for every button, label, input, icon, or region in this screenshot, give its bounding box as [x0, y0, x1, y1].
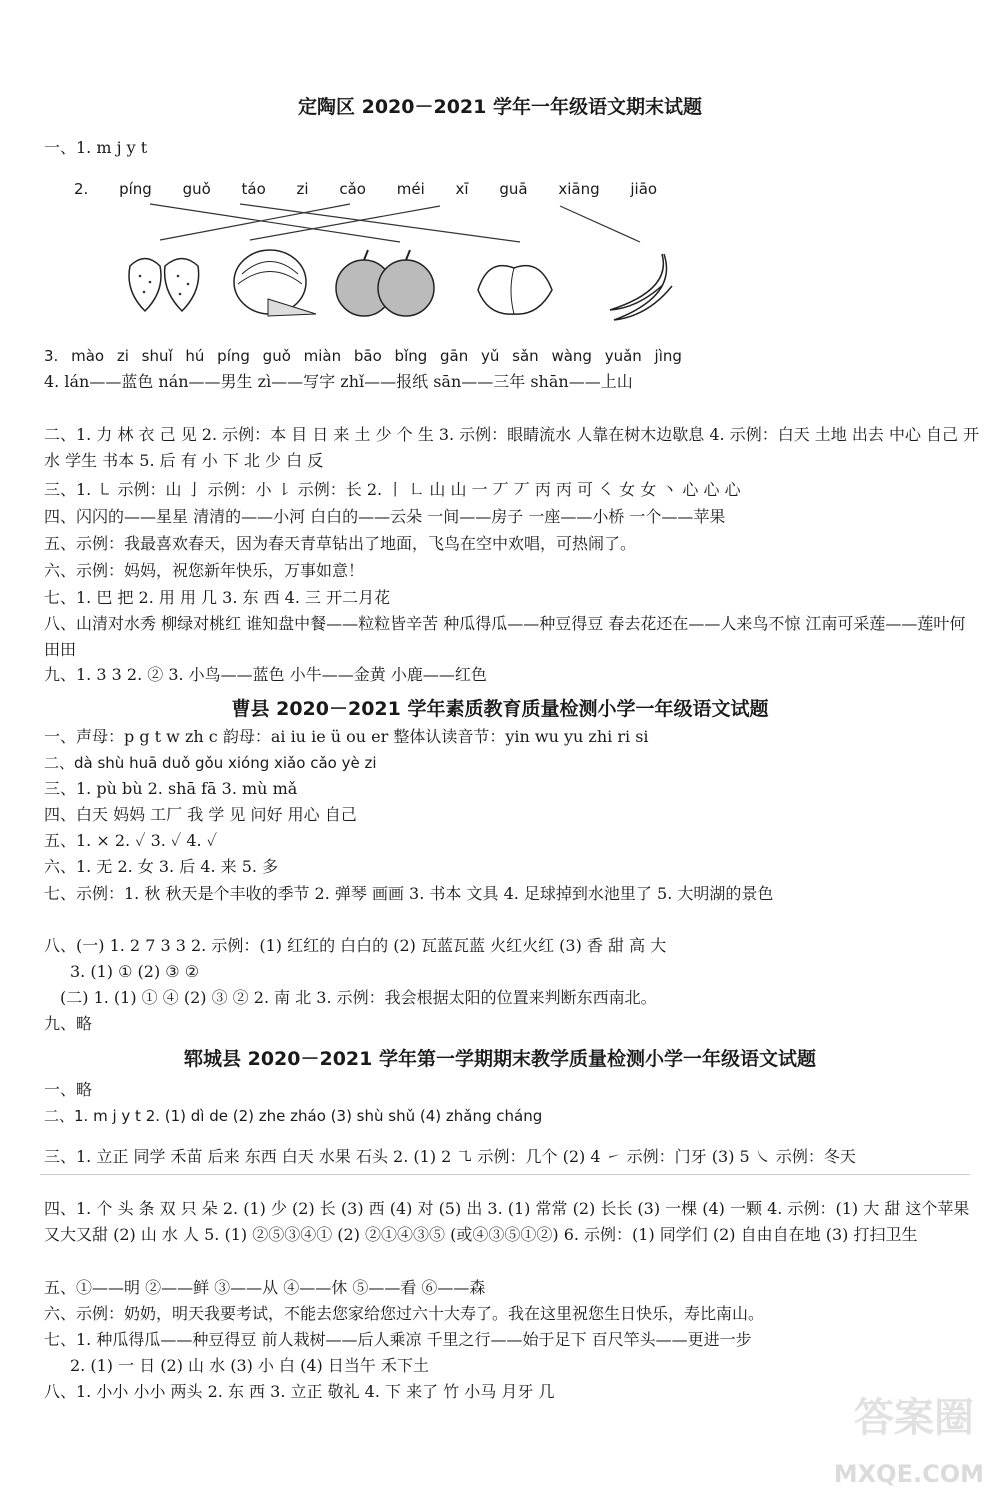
answer-line: 二、dà shù huā duǒ gǒu xióng xiǎo cǎo yè zi [44, 754, 377, 772]
answer-line: 一、略 [44, 1080, 93, 1099]
answer-line: 3. (1) ① (2) ③ ② [70, 962, 200, 981]
answer-line: 五、1. × 2. ✓ 3. ✓ 4. ✓ [44, 831, 218, 850]
answer-line: 四、白天 妈妈 工厂 我 学 见 问好 用心 自己 [44, 805, 357, 824]
section-title-3: 郓城县 2020－2021 学年第一学期期末教学质量检测小学一年级语文试题 [184, 1048, 816, 1070]
watermelon-icon [228, 244, 320, 318]
answer-line: 2. píng guǒ táo zi cǎo méi xī guā xiāng jiāo [74, 180, 658, 198]
answer-line: 四、1. 个 头 条 双 只 朵 2. (1) 少 (2) 长 (3) 西 (4) 对 (5) 出 3. (1) 常常 (2) 长长 (3) 一棵 (4) 一颗 4. 示例：(1) 大 甜 这个苹果又大又甜 (2) 山 水 人 5. (1) ②⑤③④① (2) ②①④③⑤ (或④③⑤①②) 6. 示例：(1) 同学们 (2) 自由自在地 (3) 打扫卫生 [44, 1199, 970, 1244]
watermark-logo [818, 1382, 988, 1492]
divider [40, 1174, 970, 1175]
answer-line: 2. (1) 一 日 (2) 山 水 (3) 小 白 (4) 日当午 禾下土 [70, 1356, 429, 1375]
answer-line: 一、1. m j y t [44, 138, 148, 157]
answer-line: 3. mào zi shuǐ hú píng guǒ miàn bāo bǐng gān yǔ sǎn wàng yuǎn jìng [44, 347, 682, 365]
answer-line: 三、1. 立正 同学 禾苗 后来 东西 白天 水果 石头 2. (1) 2 ㇈ 示例：几个 (2) 4 ㇀ 示例：门牙 (3) 5 ㇏ 示例：冬天 [44, 1147, 856, 1166]
peach-icon [468, 250, 562, 320]
answer-line: 八、山清对水秀 柳绿对桃红 谁知盘中餐——粒粒皆辛苦 种瓜得瓜——种豆得豆 春去花还在——人来鸟不惊 江南可采莲——莲叶何田田 [44, 614, 966, 659]
answer-line: 三、1. pù bù 2. shā fā 3. mù mǎ [44, 779, 298, 798]
answer-line: 三、1. ㇄ 示例：山 亅 示例：小 ㇙ 示例：长 2. 丨 ㇗ 山 山 一 丆 丆 丙 丙 可 ㇛ 女 女 丶 心 心 心 [44, 480, 741, 499]
answer-line: 四、闪闪的——星星 清清的——小河 白白的——云朵 一间——房子 一座——小桥 一个——苹果 [44, 507, 726, 526]
answer-line: 九、1. 3 3 2. ② 3. 小鸟——蓝色 小牛——金黄 小鹿——红色 [44, 665, 487, 684]
answer-line: 七、1. 巴 把 2. 用 用 几 3. 东 西 4. 三 开二月花 [44, 588, 391, 607]
apple-icon [334, 248, 438, 320]
answer-line: 六、1. 无 2. 女 3. 后 4. 来 5. 多 [44, 857, 279, 876]
answer-line: (二) 1. (1) ① ④ (2) ③ ② 2. 南 北 3. 示例：我会根据太阳的位置来判断东西南北。 [60, 988, 657, 1007]
answer-line: 一、声母：p g t w zh c 韵母：ai iu ie ü ou er 整体认读音节：yin wu yu zhi ri si [44, 727, 649, 746]
answer-line: 4. lán——蓝色 nán——男生 zì——写字 zhǐ——报纸 sān——三年 shān——上山 [44, 372, 633, 391]
banana-icon [600, 250, 680, 322]
answer-line: 八、1. 小小 小小 两头 2. 东 西 3. 立正 敬礼 4. 下 来了 竹 小马 月牙 几 [44, 1382, 555, 1401]
watermark-chinese: 答案圈 [854, 1395, 974, 1441]
answer-line: 七、1. 种瓜得瓜——种豆得豆 前人栽树——后人乘凉 千里之行——始于足下 百尺竿头——更进一步 [44, 1330, 752, 1349]
section-title-2: 曹县 2020－2021 学年素质教育质量检测小学一年级语文试题 [231, 698, 769, 720]
strawberry-icon [120, 246, 210, 316]
answer-line: 八、(一) 1. 2 7 3 3 2. 示例：(1) 红红的 白白的 (2) 瓦蓝瓦蓝 火红火红 (3) 香 甜 高 大 [44, 936, 667, 955]
answer-line: 二、1. m j y t 2. (1) dì de (2) zhe zháo (3) shù shǔ (4) zhǎng cháng [44, 1107, 543, 1125]
answer-line: 二、1. 力 林 衣 己 见 2. 示例：本 目 日 来 土 少 个 生 3. 示例：眼睛流水 人靠在树木边歇息 4. 示例：白天 土地 出去 中心 自己 开水 学生 书本 5. 后 有 小 下 北 少 白 反 [44, 425, 980, 470]
answer-line: 五、①——明 ②——鲜 ③——从 ④——休 ⑤——看 ⑥——森 [44, 1278, 486, 1297]
answer-line: 九、略 [44, 1014, 93, 1033]
watermark-domain: MXQE.COM [833, 1460, 984, 1488]
answer-line: 五、示例：我最喜欢春天，因为春天青草钻出了地面，飞鸟在空中欢唱，可热闹了。 [44, 534, 637, 553]
answer-line: 六、示例：妈妈，祝您新年快乐，万事如意！ [44, 561, 365, 580]
section-title-1: 定陶区 2020－2021 学年一年级语文期末试题 [298, 96, 702, 118]
answer-line: 六、示例：奶奶，明天我要考试，不能去您家给您过六十大寿了。我在这里祝您生日快乐，寿比南山。 [44, 1304, 765, 1323]
answer-line: 七、示例：1. 秋 秋天是个丰收的季节 2. 弹琴 画画 3. 书本 文具 4. 足球掉到水池里了 5. 大明湖的景色 [44, 884, 774, 903]
